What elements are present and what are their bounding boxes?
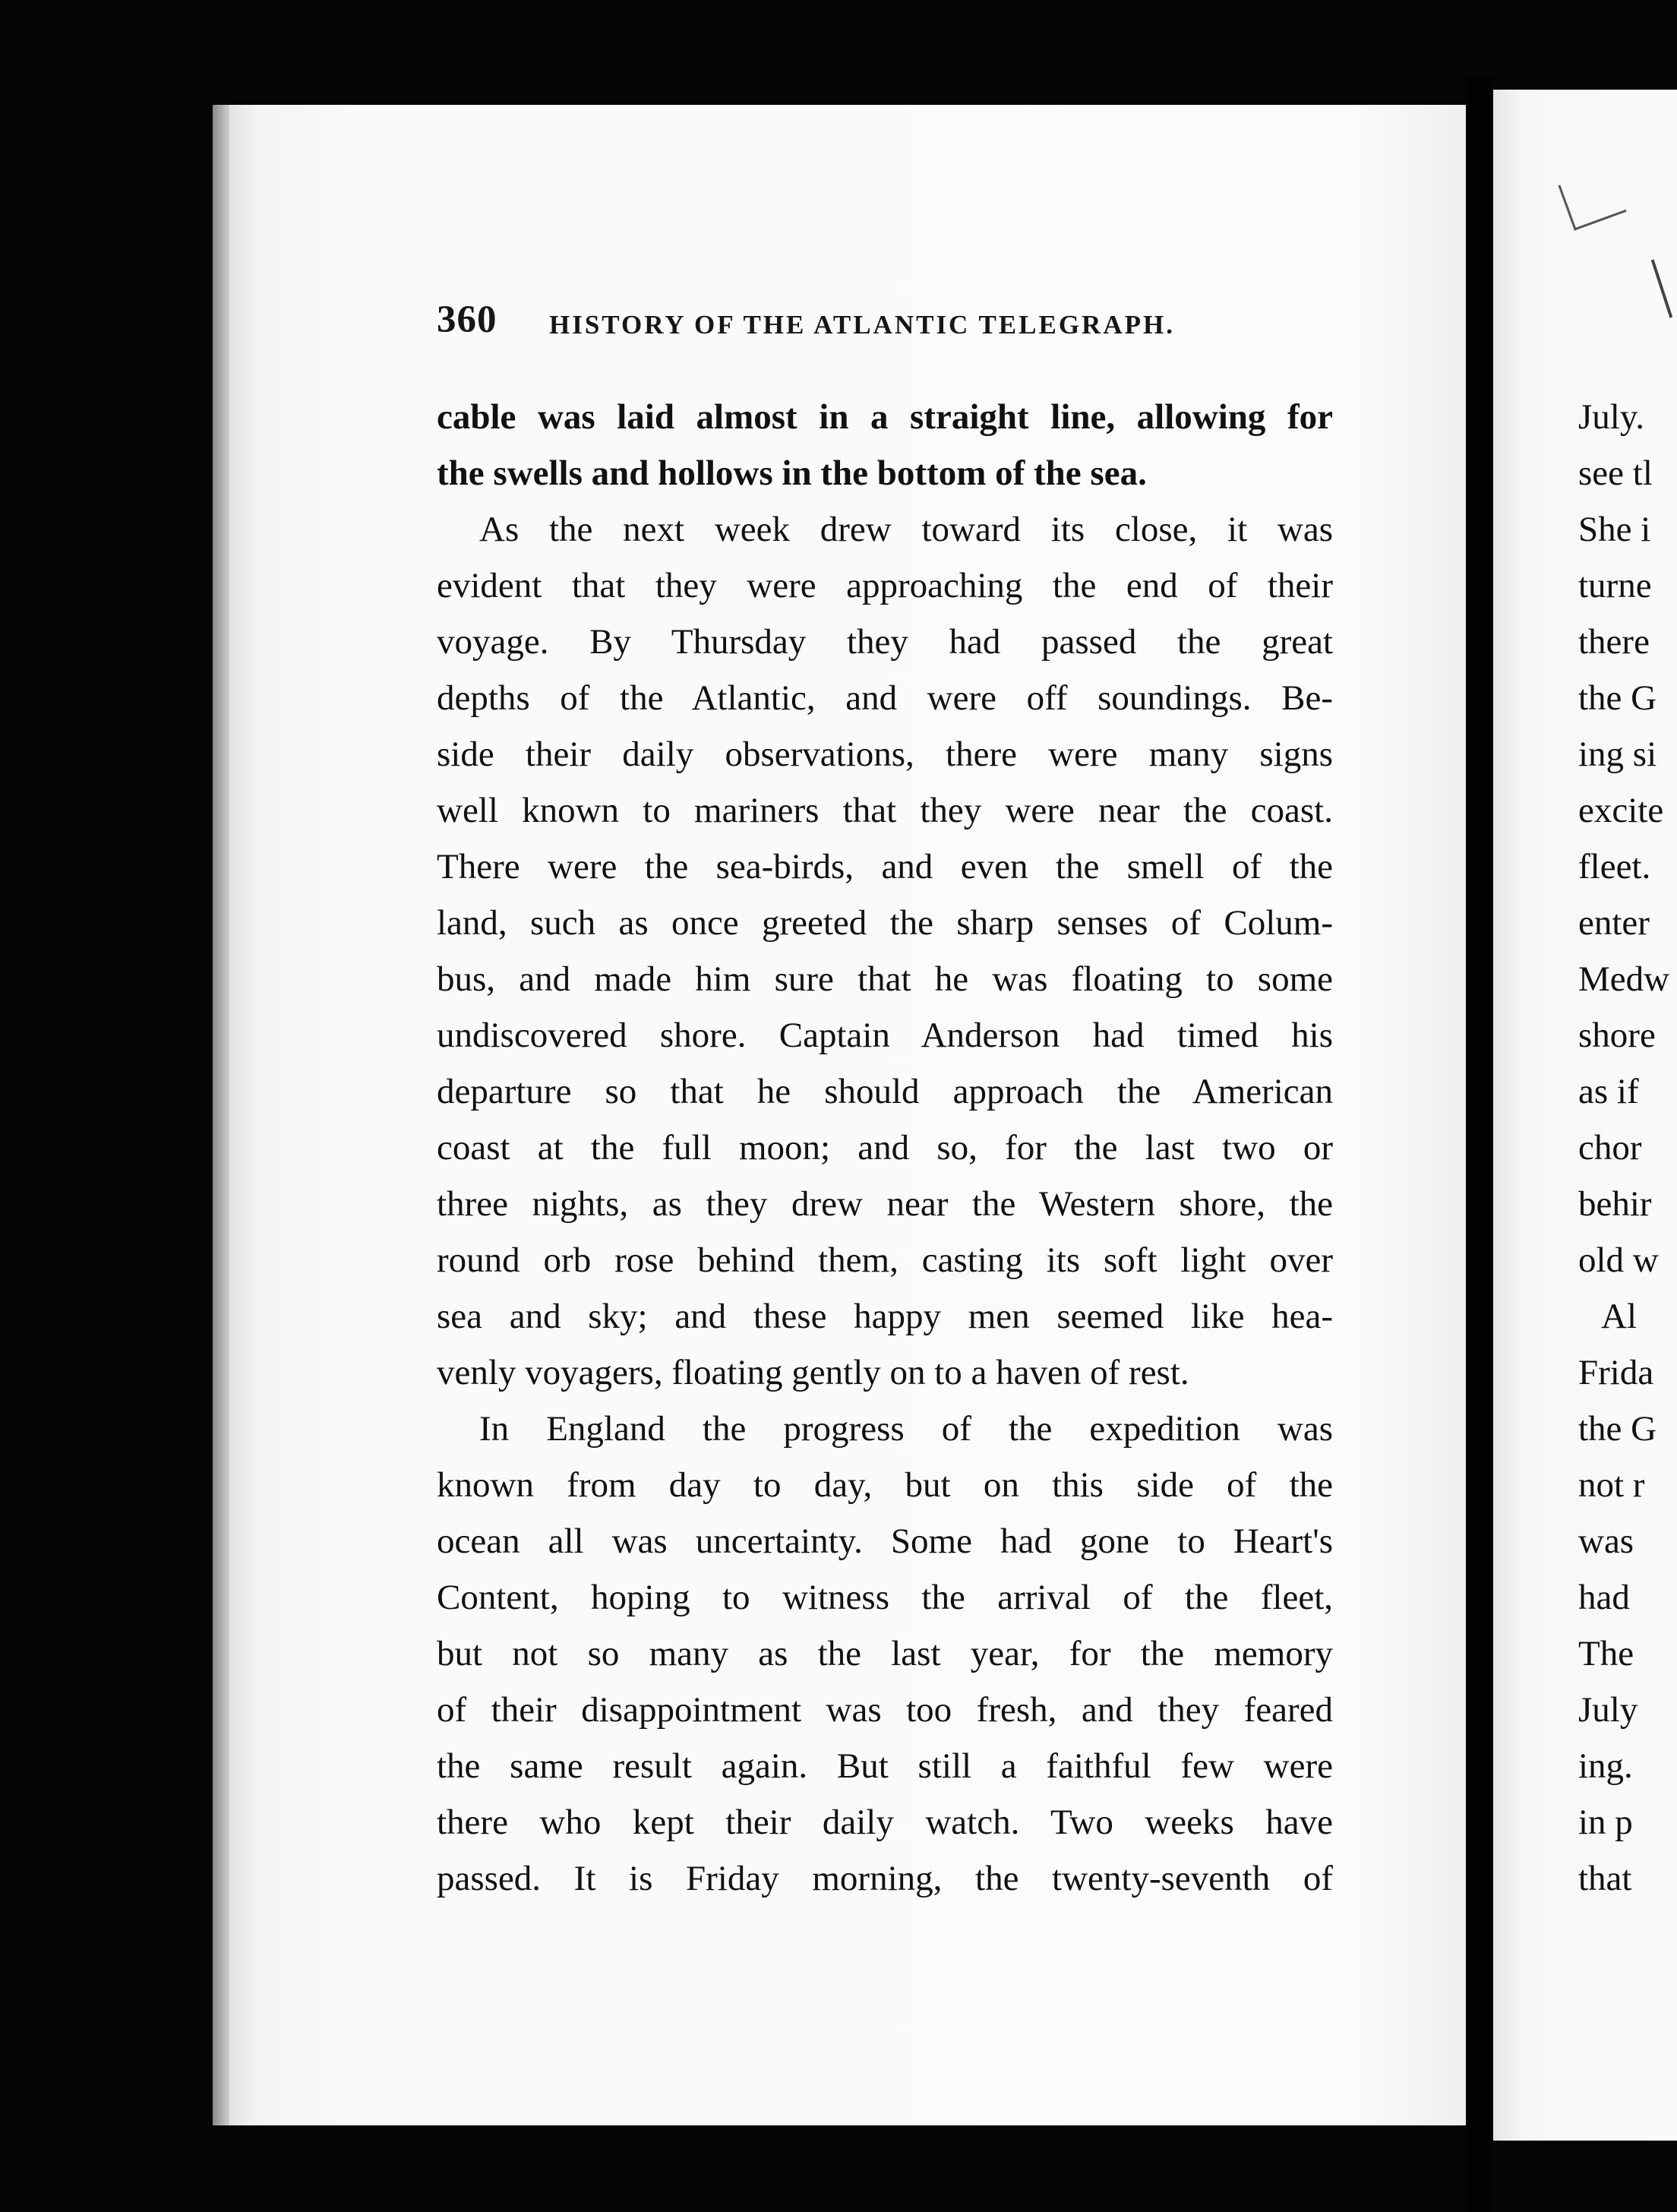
text-line: known from day to day, but on this side of the (437, 1465, 1333, 1505)
text-line: excite (1578, 791, 1664, 830)
text-line: July. (1578, 397, 1645, 437)
text-line: there (1578, 622, 1650, 662)
text-line: the swells and hollows in the bottom of the sea. (437, 453, 1147, 493)
text-line: cable was laid almost in a straight line, allowing for (437, 397, 1333, 437)
text-line: had (1578, 1578, 1630, 1617)
text-line: fleet. (1578, 847, 1651, 886)
text-line: bus, and made him sure that he was floating to some (437, 959, 1333, 999)
text-line: Medw (1578, 959, 1670, 999)
book-gutter (1466, 76, 1493, 2212)
text-line: July (1578, 1690, 1638, 1730)
text-line: coast at the full moon; and so, for the last two or (437, 1128, 1333, 1168)
text-line: old w (1578, 1240, 1659, 1280)
left-page-text (437, 389, 1333, 1907)
running-head: HISTORY OF THE ATLANTIC TELEGRAPH. (549, 310, 1175, 340)
text-line: the G (1578, 678, 1657, 718)
text-line: behir (1578, 1184, 1652, 1224)
text-line: The (1578, 1634, 1634, 1673)
text-line: enter (1578, 903, 1650, 943)
text-line: undiscovered shore. Captain Anderson had timed his (437, 1016, 1333, 1055)
text-line: She i (1578, 510, 1651, 549)
text-line: but not so many as the last year, for the memory (437, 1634, 1333, 1673)
text-line: the G (1578, 1409, 1657, 1449)
right-page-text-fragment (1578, 389, 1677, 1907)
text-line: departure so that he should approach the American (437, 1072, 1333, 1111)
text-line: well known to mariners that they were near the coast. (437, 791, 1333, 830)
text-line: was (1578, 1522, 1634, 1561)
text-line: In England the progress of the expedition was (479, 1409, 1333, 1449)
text-line: of their disappointment was too fresh, and they feared (437, 1690, 1333, 1730)
text-line: ing. (1578, 1746, 1633, 1786)
text-line: three nights, as they drew near the Western shore, the (437, 1184, 1333, 1224)
text-line: in p (1578, 1803, 1633, 1842)
text-line: there who kept their daily watch. Two weeks have (437, 1803, 1333, 1842)
text-line: depths of the Atlantic, and were off soundings. Be- (437, 678, 1333, 718)
page-header (437, 298, 1333, 359)
text-line: round orb rose behind them, casting its soft light over (437, 1240, 1333, 1280)
text-line: ing si (1578, 735, 1657, 774)
text-line: land, such as once greeted the sharp senses of Colum- (437, 903, 1333, 943)
text-line: Al (1601, 1297, 1637, 1336)
text-line: Content, hoping to witness the arrival of the fleet, (437, 1578, 1333, 1617)
text-line: as if (1578, 1072, 1639, 1111)
text-line: turne (1578, 566, 1652, 605)
text-line: There were the sea-birds, and even the smell of the (437, 847, 1333, 886)
text-line: the same result again. But still a faithful few were (437, 1746, 1333, 1786)
text-line: voyage. By Thursday they had passed the great (437, 622, 1333, 662)
text-line: venly voyagers, floating gently on to a haven of rest. (437, 1353, 1189, 1392)
text-line: As the next week drew toward its close, it was (479, 510, 1333, 549)
text-line: not r (1578, 1465, 1645, 1505)
text-line: passed. It is Friday morning, the twenty-seventh of (437, 1859, 1333, 1898)
text-line: chor (1578, 1128, 1642, 1168)
text-line: side their daily observations, there were many signs (437, 735, 1333, 774)
text-line: ocean all was uncertainty. Some had gone to Heart's (437, 1522, 1333, 1561)
text-line: sea and sky; and these happy men seemed like hea- (437, 1297, 1333, 1336)
text-line: shore (1578, 1016, 1656, 1055)
text-line: see tl (1578, 453, 1653, 493)
text-line: evident that they were approaching the end of their (437, 566, 1333, 605)
text-line: that (1578, 1859, 1632, 1898)
left-page-edge (213, 105, 229, 2125)
text-line: Frida (1578, 1353, 1654, 1392)
page-number: 360 (437, 299, 497, 341)
